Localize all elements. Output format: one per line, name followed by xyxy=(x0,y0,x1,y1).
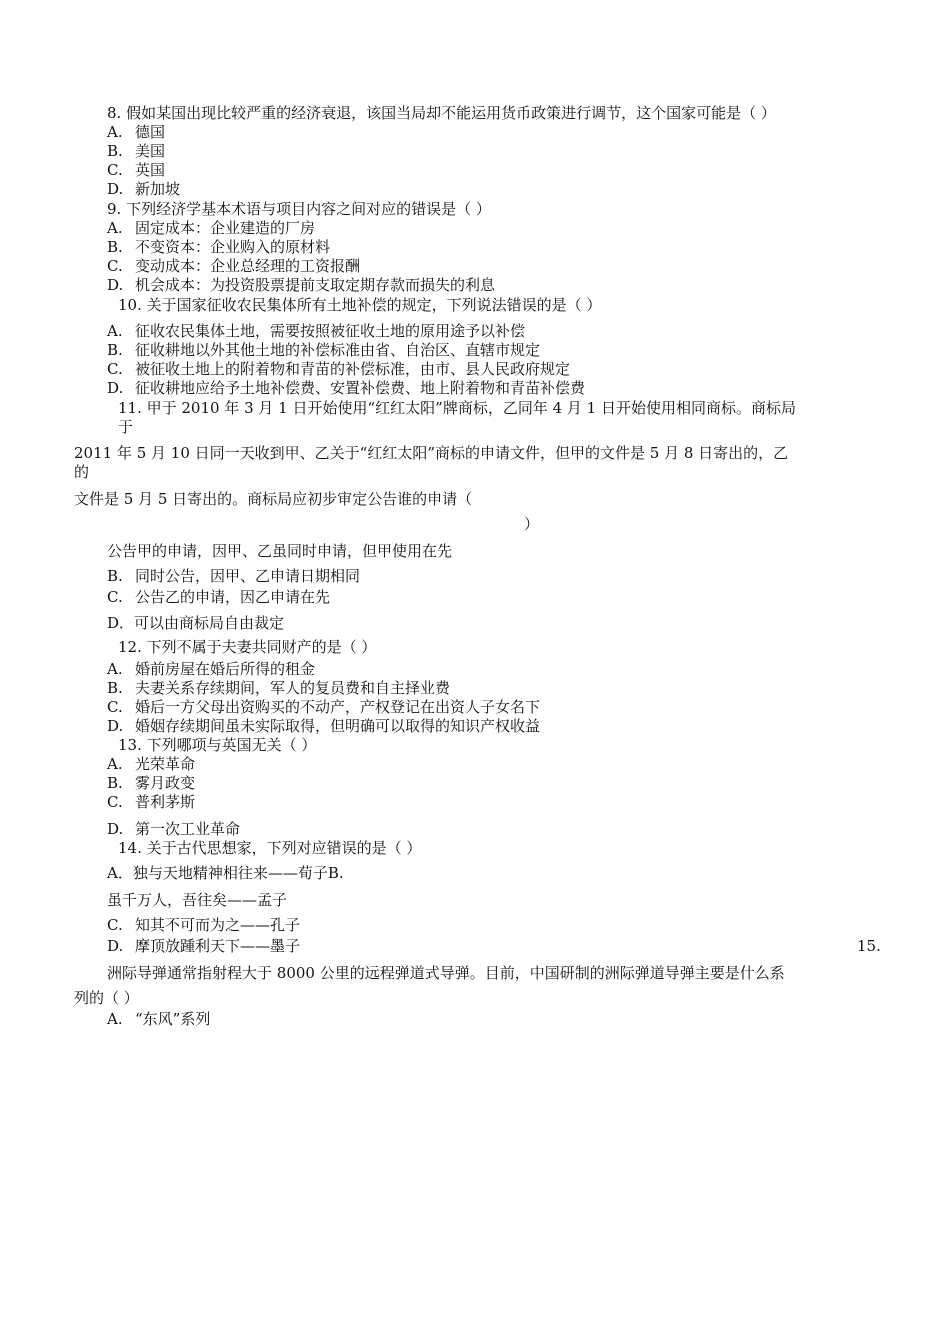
option-text: 征收农民集体土地，需要按照被征收土地的原用途予以补偿 xyxy=(135,322,526,340)
option-letter: B. xyxy=(107,567,123,585)
option-text: “东风”系列 xyxy=(135,1010,211,1028)
option-text: 光荣革命 xyxy=(135,755,196,773)
question-11-line-1: 11. 甲于 2010 年 3 月 1 日开始使用“红红太阳”牌商标，乙同年 4 月 1 日开始使用相同商标。商标局 xyxy=(118,399,796,417)
q12-option-c xyxy=(107,698,540,717)
question-11-paren-close: ） xyxy=(524,515,540,533)
option-text: 公告乙的申请，因乙申请在先 xyxy=(135,588,331,606)
option-letter: B. xyxy=(107,774,123,792)
question-10-stem: 10. 关于国家征收农民集体所有土地补偿的规定，下列说法错误的是（ ） xyxy=(118,296,602,314)
question-11-line-3: 文件是 5 月 5 日寄出的。商标局应初步审定公告谁的申请（ xyxy=(74,490,473,508)
option-letter: A. xyxy=(107,660,123,678)
question-11-line-2-wrap: 的 xyxy=(74,463,90,481)
q14-option-b: 虽千万人，吾往矣——孟子 xyxy=(107,891,288,909)
option-letter: D. xyxy=(107,937,124,955)
option-letter: B. xyxy=(107,238,123,256)
q15-option-a xyxy=(107,1010,210,1029)
question-15-line-1: 洲际导弹通常指射程大于 8000 公里的远程弹道式导弹。目前，中国研制的洲际弹道导弹主要是什么系 xyxy=(107,964,785,982)
q12-option-b xyxy=(107,679,450,698)
option-text: 婚前房屋在婚后所得的租金 xyxy=(135,660,316,678)
question-11-line-1-wrap: 于 xyxy=(118,418,134,436)
option-text: 婚后一方父母出资购买的不动产，产权登记在出资人子女名下 xyxy=(135,698,541,716)
option-letter: A. xyxy=(107,322,123,340)
q12-option-a xyxy=(107,660,315,679)
option-text: 不变资本：企业购入的原材料 xyxy=(135,238,331,256)
option-letter: B. xyxy=(107,341,123,359)
option-text: 新加坡 xyxy=(135,180,181,198)
option-letter: C. xyxy=(107,916,123,934)
option-text: 美国 xyxy=(135,142,166,160)
q9-option-c xyxy=(107,257,360,276)
option-text: 征收耕地应给予土地补偿费、安置补偿费、地上附着物和青苗补偿费 xyxy=(135,379,586,397)
q14-option-d xyxy=(107,937,300,956)
q14-option-a: A．独与天地精神相往来——荀子B. xyxy=(107,864,344,882)
option-text: 普利茅斯 xyxy=(135,793,196,811)
option-text: 婚姻存续期间虽未实际取得，但明确可以取得的知识产权收益 xyxy=(135,717,541,735)
option-text: 征收耕地以外其他土地的补偿标准由省、自治区、直辖市规定 xyxy=(135,341,541,359)
q10-option-b xyxy=(107,341,540,360)
option-text: 雾月政变 xyxy=(135,774,196,792)
q10-option-d xyxy=(107,379,585,398)
q12-option-d xyxy=(107,717,540,736)
option-text: 知其不可而为之——孔子 xyxy=(135,916,301,934)
option-text: 第一次工业革命 xyxy=(135,820,241,838)
option-letter: D. xyxy=(107,379,124,397)
q9-option-a xyxy=(107,219,315,238)
option-letter: D. xyxy=(107,820,124,838)
q13-option-a xyxy=(107,755,195,774)
option-text: 摩顶放踵利天下——墨子 xyxy=(135,937,301,955)
q10-option-a xyxy=(107,322,525,341)
option-text: 被征收土地上的附着物和青苗的补偿标准，由市、县人民政府规定 xyxy=(135,360,571,378)
option-letter: C. xyxy=(107,161,123,179)
q10-option-c xyxy=(107,360,570,379)
option-text: 固定成本：企业建造的厂房 xyxy=(135,219,316,237)
q11-option-d: D．可以由商标局自由裁定 xyxy=(107,614,285,632)
option-text: 夫妻关系存续期间，军人的复员费和自主择业费 xyxy=(135,679,451,697)
q11-option-c xyxy=(107,588,330,607)
option-letter: A. xyxy=(107,1010,123,1028)
question-9-stem: 9. 下列经济学基本术语与项目内容之间对应的错误是（ ） xyxy=(107,200,491,218)
q14-option-c xyxy=(107,916,300,935)
option-letter: A. xyxy=(107,219,123,237)
option-letter: D. xyxy=(107,276,124,294)
option-letter: A. xyxy=(107,123,123,141)
question-15-line-2: 列的（ ） xyxy=(74,989,139,1007)
option-letter: A. xyxy=(107,755,123,773)
q11-option-b xyxy=(107,567,360,586)
option-letter: B. xyxy=(107,679,123,697)
question-8-stem: 8. 假如某国出现比较严重的经济衰退，该国当局却不能运用货币政策进行调节，这个国家可能是（ ） xyxy=(107,104,776,122)
q13-option-d xyxy=(107,820,240,839)
option-text: 机会成本：为投资股票提前支取定期存款而损失的利息 xyxy=(135,276,496,294)
option-letter: C. xyxy=(107,257,123,275)
q9-option-d xyxy=(107,276,495,295)
q13-option-b xyxy=(107,774,195,793)
option-text: 英国 xyxy=(135,161,166,179)
q8-option-c xyxy=(107,161,165,180)
option-letter: D. xyxy=(107,717,124,735)
q8-option-b xyxy=(107,142,165,161)
question-15-number: 15. xyxy=(857,937,881,955)
option-letter: D. xyxy=(107,180,124,198)
question-13-stem: 13. 下列哪项与英国无关（ ） xyxy=(118,736,317,754)
question-11-line-2: 2011 年 5 月 10 日同一天收到甲、乙关于“红红太阳”商标的申请文件，但甲的文件是 5 月 8 日寄出的，乙 xyxy=(74,444,789,462)
option-text: 同时公告，因甲、乙申请日期相同 xyxy=(135,567,361,585)
option-letter: C. xyxy=(107,698,123,716)
option-text: 变动成本：企业总经理的工资报酬 xyxy=(135,257,361,275)
q8-option-a xyxy=(107,123,165,142)
option-letter: C. xyxy=(107,793,123,811)
q11-option-a: 公告甲的申请，因甲、乙虽同时申请，但甲使用在先 xyxy=(107,542,453,560)
option-letter: B. xyxy=(107,142,123,160)
option-text: 德国 xyxy=(135,123,166,141)
option-letter: C. xyxy=(107,588,123,606)
q9-option-b xyxy=(107,238,330,257)
question-14-stem: 14. 关于古代思想家，下列对应错误的是（ ） xyxy=(118,839,422,857)
q8-option-d xyxy=(107,180,180,199)
q13-option-c xyxy=(107,793,195,812)
option-letter: C. xyxy=(107,360,123,378)
question-12-stem: 12. 下列不属于夫妻共同财产的是（ ） xyxy=(118,638,377,656)
